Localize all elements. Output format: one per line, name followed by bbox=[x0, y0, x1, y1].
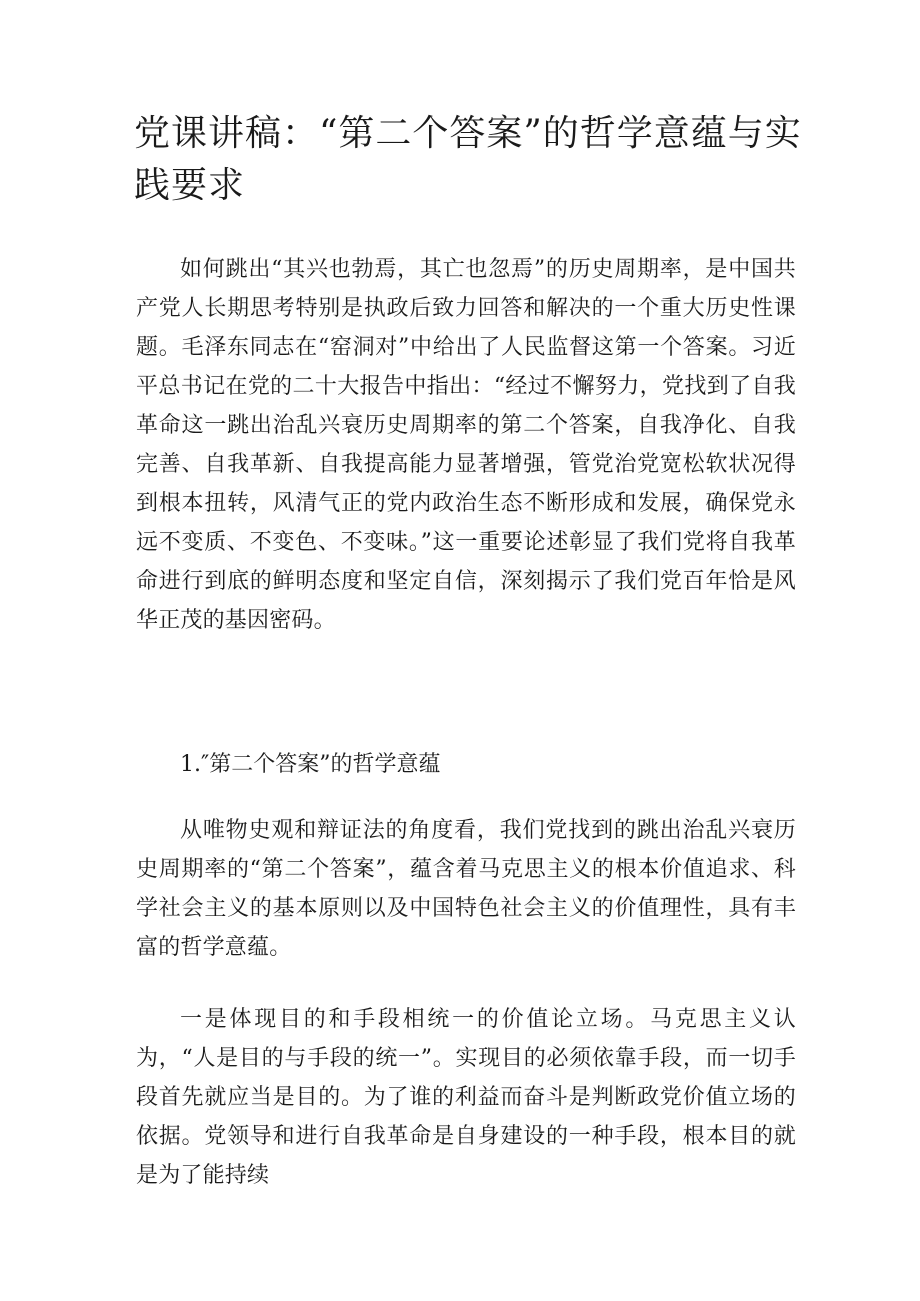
document-title: 党课讲稿：“第二个答案”的哲学意蕴与实践要求 bbox=[134, 113, 802, 206]
intro-paragraph: 如何跳出“其兴也勃焉，其亡也忽焉”的历史周期率，是中国共产党人长期思考特别是执政后致力回答和解决的一个重大历史性课题。毛泽东同志在“窑洞对”中给出了人民监督这第一个答案。习近平总书记在党的二十大报告中指出：“经过不懈努力，党找到了自我革命这一跳出治乱兴衰历史周期率的第二个答案，自我净化、自我完善、自我革新、自我提高能力显著增强，管党治党宽松软状况得到根本扭转，风清气正的党内政治生态不断形成和发展，确保党永远不变质、不变色、不变味。”这一重要论述彰显了我们党将自我革命进行到底的鲜明态度和坚定自信，深刻揭示了我们党百年恰是风华正茂的基因密码。 bbox=[136, 257, 796, 633]
section-heading: 1.″第二个答案”的哲学意蕴 bbox=[180, 752, 441, 777]
section-paragraph-1: 从唯物史观和辩证法的角度看，我们党找到的跳出治乱兴衰历史周期率的“第二个答案”，蕴含着马克思主义的根本价值追求、科学社会主义的基本原则以及中国特色社会主义的价值理性，具有丰富的哲学意蕴。 bbox=[136, 818, 796, 960]
section-paragraph-2: 一是体现目的和手段相统一的价值论立场。马克思主义认为，“人是目的与手段的统一”。实现目的必须依靠手段，而一切手段首先就应当是目的。为了谁的利益而奋斗是判断政党价值立场的依据。党领导和进行自我革命是自身建设的一种手段，根本目的就是为了能持续 bbox=[136, 1007, 796, 1188]
